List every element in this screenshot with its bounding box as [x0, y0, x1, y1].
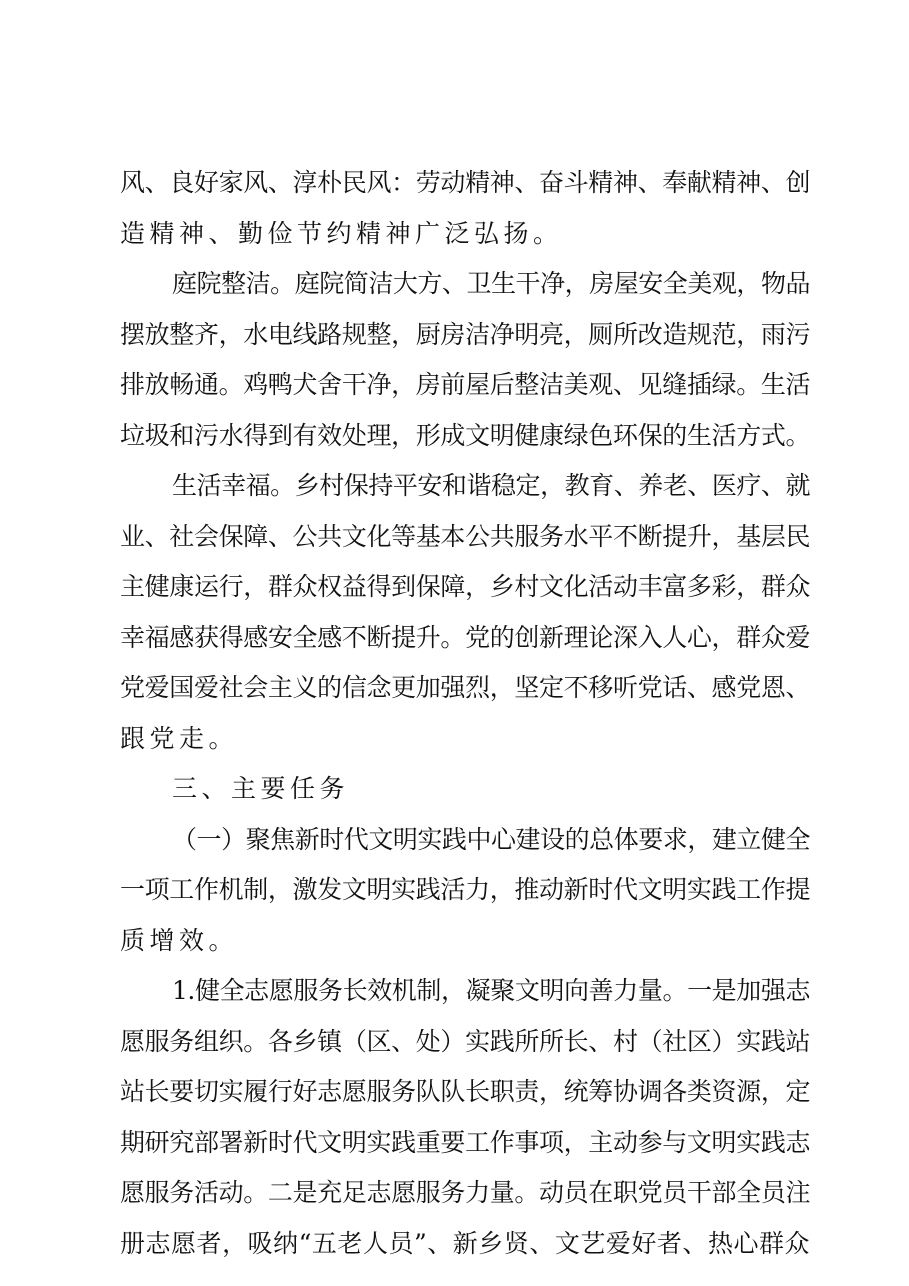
text-line: 一项工作机制，激发文明实践活力，推动新时代文明实践工作提 [120, 875, 810, 904]
text-line: 摆放整齐，水电线路规整，厨房洁净明亮，厕所改造规范，雨污 [120, 319, 810, 349]
text-line: 愿服务活动。二是充足志愿服务力量。动员在职党员干部全员注 [120, 1178, 810, 1207]
document-body [120, 158, 810, 1269]
text-line: 垃圾和污水得到有效处理，形成文明健康绿色环保的生活方式。 [120, 420, 810, 450]
text-line: （一）聚焦新时代文明实践中心建设的总体要求，建立健全 [172, 824, 810, 854]
text-line: 造精神、勤俭节约精神广泛弘扬。 [120, 218, 563, 248]
text-line: 幸福感获得感安全感不断提升。党的创新理论深入人心，群众爱 [120, 622, 810, 652]
text-line: 期研究部署新时代文明实践重要工作事项，主动参与文明实践志 [120, 1127, 810, 1157]
text-line: 业、社会保障、公共文化等基本公共服务水平不断提升，基层民 [120, 521, 810, 551]
text-line: 党爱国爱社会主义的信念更加强烈，坚定不移听党话、感党恩、 [120, 673, 810, 702]
text-line: 风、良好家风、淳朴民风：劳动精神、奋斗精神、奉献精神、创 [120, 168, 810, 197]
text-line: 三、主要任务 [172, 774, 350, 803]
text-line: 跟党走。 [120, 723, 239, 753]
text-line: 主健康运行，群众权益得到保障，乡村文化活动丰富多彩，群众 [120, 572, 810, 601]
text-line: 庭院整洁。庭院简洁大方、卫生干净，房屋安全美观，物品 [172, 269, 810, 298]
text-line: 站长要切实履行好志愿服务队队长职责，统筹协调各类资源，定 [120, 1077, 810, 1106]
text-line: 生活幸福。乡村保持平安和谐稳定，教育、养老、医疗、就 [172, 471, 810, 500]
text-line: 愿服务组织。各乡镇（区、处）实践所所长、村（社区）实践站 [120, 1026, 810, 1056]
text-line: 质增效。 [120, 925, 239, 955]
text-line: 册志愿者，吸纳“五老人员”、新乡贤、文艺爱好者、热心群众 [120, 1228, 810, 1258]
text-line: 1.健全志愿服务长效机制，凝聚文明向善力量。一是加强志 [172, 976, 810, 1005]
text-line: 排放畅通。鸡鸭犬舍干净，房前屋后整洁美观、见缝插绿。生活 [120, 370, 810, 399]
